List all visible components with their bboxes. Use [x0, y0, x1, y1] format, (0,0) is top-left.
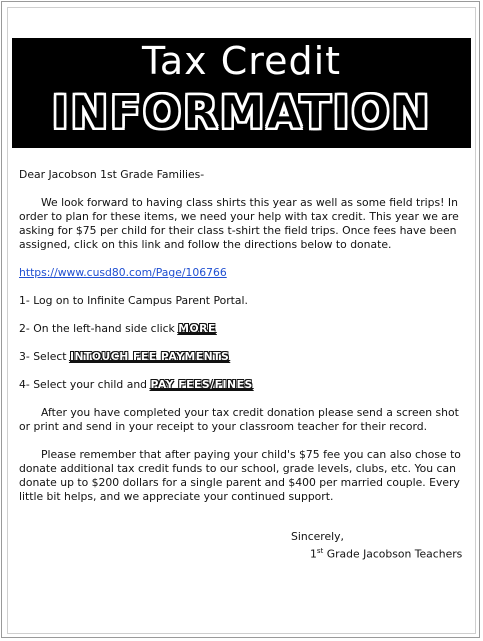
- signature-ordinal-suffix: st: [316, 547, 324, 555]
- title-line-tax-credit: Tax Credit: [141, 39, 342, 83]
- greeting: Dear Jacobson 1st Grade Families-: [19, 168, 205, 181]
- step-3-text: 3- Select: [19, 350, 70, 363]
- paragraph-receipt: After you have completed your tax credit donation please send a screen shot or print and send in your receipt to your classroom teacher for their record.: [19, 406, 459, 433]
- letter-body: [19, 168, 467, 518]
- step-2: [19, 322, 467, 336]
- signature: [291, 544, 462, 562]
- step-2-keyword: MORE: [178, 322, 216, 335]
- step-1: 1- Log on to Infinite Campus Parent Portal.: [19, 294, 248, 307]
- paragraph-additional-donation: Please remember that after paying your child's $75 fee you can also chose to donate additional tax credit funds to our school, grade levels, clubs, etc. You can donate up to $200 dollars for a single parent and $400 per married couple. Every little bit helps, and we appreciate your continued support.: [19, 448, 461, 503]
- title-banner: [12, 38, 471, 148]
- step-4-text: 4- Select your child and: [19, 378, 151, 391]
- step-4: [19, 378, 467, 392]
- step-3-keyword: INTOUCH FEE PAYMENTS: [69, 350, 230, 363]
- donation-link[interactable]: https://www.cusd80.com/Page/106766: [19, 266, 227, 279]
- step-3: [19, 350, 467, 364]
- signoff: [291, 530, 462, 562]
- step-4-keyword: PAY FEES/FINES: [150, 378, 253, 391]
- paragraph-intro: We look forward to having class shirts this year as well as some field trips! In order to plan for these items, we need your help with tax credit. This year we are asking for $75 per child for their class t-shirt the field trips. Once fees have been assigned, click on this link and follow the directions below to donate.: [19, 196, 459, 251]
- donation-link-line: [19, 266, 467, 280]
- signature-ordinal: 1: [310, 547, 317, 561]
- signature-name: Grade Jacobson Teachers: [323, 547, 463, 561]
- closing: Sincerely,: [291, 530, 344, 543]
- title-line-information: INFORMATION: [51, 86, 432, 139]
- step-2-text: 2- On the left-hand side click: [19, 322, 179, 335]
